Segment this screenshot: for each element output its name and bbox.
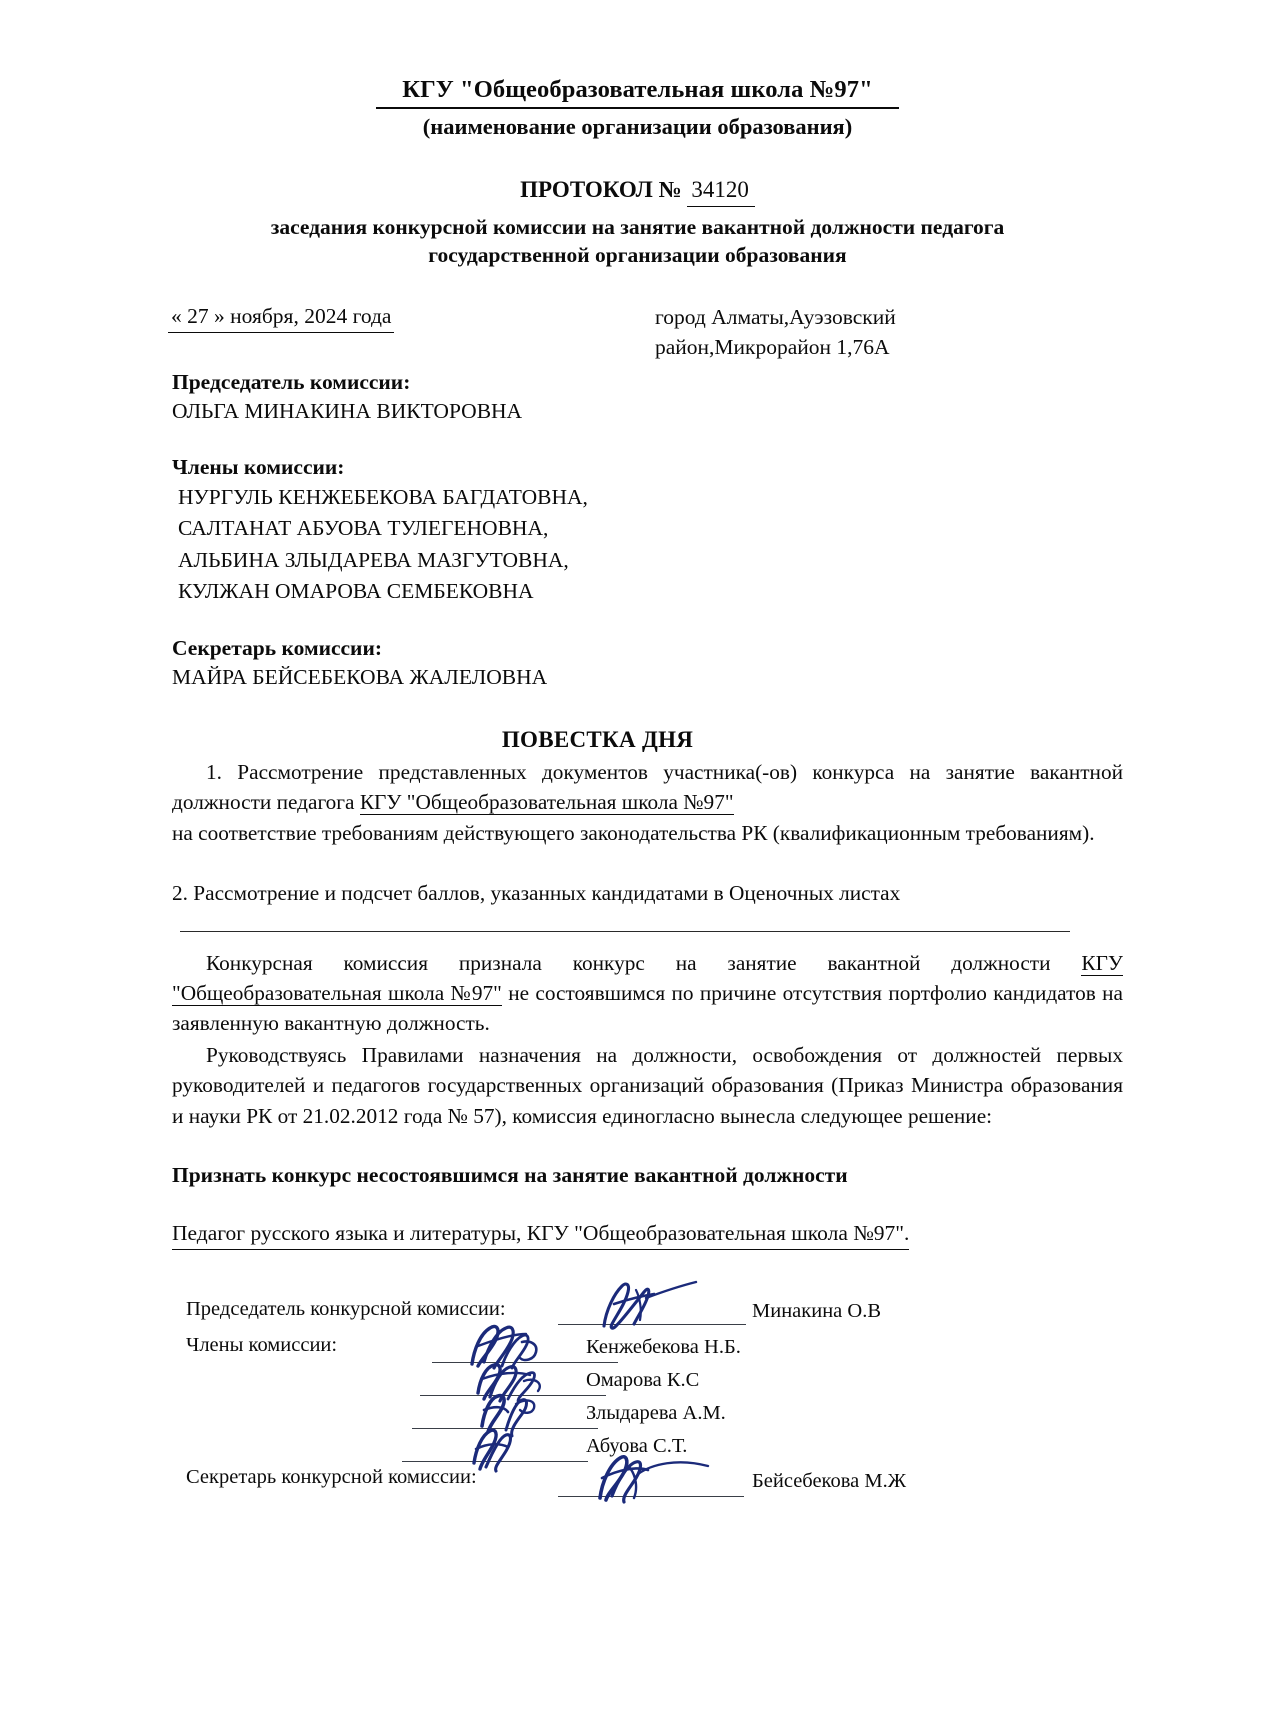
signature-name-member-2: Омарова К.С	[586, 1368, 700, 1391]
signature-row-member-2	[186, 1367, 1275, 1400]
agenda-item-1-continued: на соответствие требованиям действующего законодательства РК (квалификационным требованиям).	[172, 821, 1095, 846]
decision-paragraph-1	[172, 948, 1123, 1039]
agenda-item-1-text: 1. Рассмотрение представленных документов участника(-ов) конкурса на занятие вакантной должности педагога	[172, 759, 1123, 814]
document-header	[0, 76, 1275, 140]
protocol-title-row	[0, 176, 1275, 207]
protocol-subtitle-line1: заседания конкурсной комиссии на занятие вакантной должности педагога	[270, 214, 1005, 239]
meeting-date: « 27 » ноября, 2024 года	[168, 302, 394, 333]
protocol-subtitle	[0, 213, 1275, 270]
decision-statement: Признать конкурс несостоявшимся на занятие вакантной должности	[172, 1162, 848, 1187]
signature-line[interactable]	[432, 1362, 618, 1363]
vacant-position: Педагог русского языка и литературы, КГУ "Общеобразовательная школа №97".	[172, 1220, 909, 1250]
agenda-body	[0, 757, 1275, 1250]
signature-name-member-1: Кенжебекова Н.Б.	[586, 1335, 741, 1358]
date-place-row	[0, 302, 1275, 368]
organization-name: КГУ "Общеобразовательная школа №97"	[376, 76, 899, 109]
signature-line[interactable]	[558, 1496, 744, 1497]
signature-block	[0, 1298, 1275, 1506]
members-block	[0, 453, 1275, 608]
signature-line[interactable]	[558, 1324, 746, 1325]
signature-label-secretary: Секретарь конкурсной комиссии:	[186, 1465, 477, 1488]
member-item: КУЛЖАН ОМАРОВА СЕМБЕКОВНА	[178, 579, 534, 604]
signature-label-members: Члены комиссии:	[186, 1333, 338, 1356]
signature-line[interactable]	[420, 1395, 606, 1396]
secretary-title: Секретарь комиссии:	[172, 635, 382, 660]
decision-p1-text-a: Конкурсная комиссия признала конкурс на занятие вакантной должности	[206, 950, 1051, 975]
member-item: АЛЬБИНА ЗЛЫДАРЕВА МАЗГУТОВНА,	[178, 547, 569, 572]
signature-label-chair: Председатель конкурсной комиссии:	[186, 1297, 506, 1320]
members-list	[172, 482, 1125, 608]
decision-p1-school: КГУ "Общеобразовательная школа №97"	[172, 950, 1123, 1005]
agenda-item-1	[172, 757, 1123, 817]
signature-row-member-4	[186, 1433, 1275, 1466]
document-page	[0, 76, 1275, 1726]
signature-name-member-4: Абуова С.Т.	[586, 1434, 688, 1457]
signature-name-secretary: Бейсебекова М.Ж	[752, 1469, 907, 1492]
decision-p1-text-b: не состоявшимся по причине отсутствия портфолио кандидатов на заявленную вакантную должность.	[172, 980, 1124, 1035]
signature-row-member-3	[186, 1400, 1275, 1433]
chair-block	[0, 368, 1275, 427]
signature-row-secretary	[186, 1466, 1275, 1506]
organization-caption: (наименование организации образования)	[422, 113, 853, 139]
signature-line[interactable]	[412, 1428, 598, 1429]
agenda-item-2: 2. Рассмотрение и подсчет баллов, указанных кандидатами в Оценочных листах	[172, 881, 901, 906]
secretary-name: МАЙРА БЕЙСЕБЕКОВА ЖАЛЕЛОВНА	[172, 664, 548, 689]
section-divider	[180, 931, 1070, 932]
protocol-subtitle-line2: государственной организации образования	[428, 243, 847, 268]
secretary-block	[0, 634, 1275, 693]
signature-name-chair: Минакина О.В	[752, 1299, 881, 1322]
member-item: САЛТАНАТ АБУОВА ТУЛЕГЕНОВНА,	[178, 516, 549, 541]
member-item: НУРГУЛЬ КЕНЖЕБЕКОВА БАГДАТОВНА,	[178, 484, 588, 509]
members-title: Члены комиссии:	[172, 454, 345, 479]
agenda-heading: ПОВЕСТКА ДНЯ	[501, 726, 694, 752]
agenda-item-1-school: КГУ "Общеобразовательная школа №97"	[359, 789, 734, 814]
signature-line[interactable]	[402, 1461, 588, 1462]
signature-name-member-3: Злыдарева А.М.	[586, 1401, 726, 1424]
protocol-label: ПРОТОКОЛ №	[520, 176, 682, 202]
signature-row-chair	[186, 1298, 1275, 1334]
signature-ink-chair	[592, 1276, 722, 1334]
decision-paragraph-2: Руководствуясь Правилами назначения на должности, освобождения от должностей первых руководителей и педагогов государственных организаций образования (Приказ Министра образования и науки РК от 21.02.2012 года № 57), комиссия единогласно вынесла следующее решение:	[172, 1043, 1123, 1128]
meeting-place	[655, 302, 985, 363]
chair-name: ОЛЬГА МИНАКИНА ВИКТОРОВНА	[172, 398, 523, 423]
signature-row-member-1	[186, 1334, 1275, 1367]
meeting-place-line2: район,Микрорайон 1,76А	[655, 335, 890, 360]
meeting-place-line1: город Алматы,Ауэзовский	[655, 304, 896, 329]
chair-title: Председатель комиссии:	[172, 369, 411, 394]
protocol-number: 34120	[687, 176, 755, 207]
